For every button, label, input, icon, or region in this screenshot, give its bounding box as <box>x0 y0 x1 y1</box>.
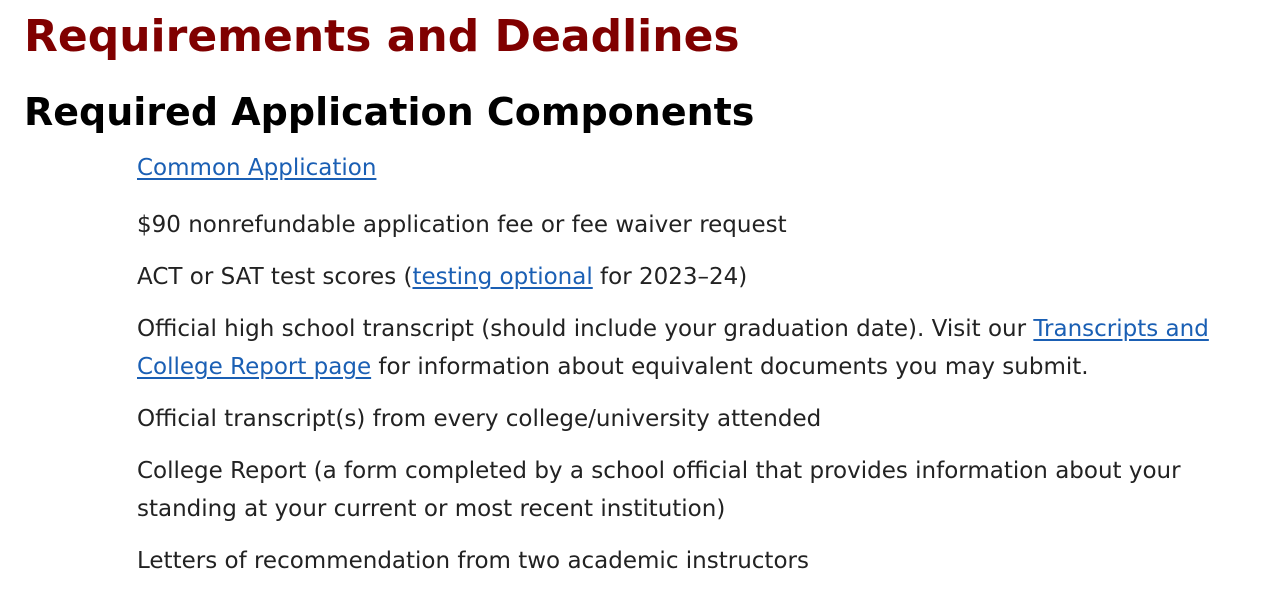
list-item-application-fee: $90 nonrefundable application fee or fee waiver request <box>137 212 787 238</box>
list-item-test-scores <box>137 258 1257 296</box>
test-scores-text-end: for 2023–24) <box>592 264 748 290</box>
common-application-link[interactable]: Common Application <box>137 155 377 181</box>
high-school-transcript-text: Official high school transcript (should include your graduation date). Visit our <box>137 316 1034 342</box>
list-item-common-application <box>137 149 1257 187</box>
section-heading: Required Application Components <box>24 90 755 134</box>
high-school-transcript-text-end: for information about equivalent documents you may submit. <box>371 354 1089 380</box>
list-item-college-transcripts: Official transcript(s) from every college/university attended <box>137 406 822 432</box>
page-title: Requirements and Deadlines <box>24 11 740 62</box>
list-item-college-report: College Report (a form completed by a school official that provides information about your standing at your current or most recent institution) <box>137 458 1181 522</box>
page-content <box>24 8 1264 594</box>
transcripts-college-report-link[interactable]: Transcripts and College Report page <box>137 316 1209 380</box>
list-item-high-school-transcript <box>137 310 1257 386</box>
requirements-list <box>24 149 1264 580</box>
list-item-recommendations: Letters of recommendation from two academic instructors <box>137 548 809 574</box>
testing-optional-link[interactable]: testing optional <box>412 264 593 290</box>
test-scores-text: ACT or SAT test scores ( <box>137 264 413 290</box>
